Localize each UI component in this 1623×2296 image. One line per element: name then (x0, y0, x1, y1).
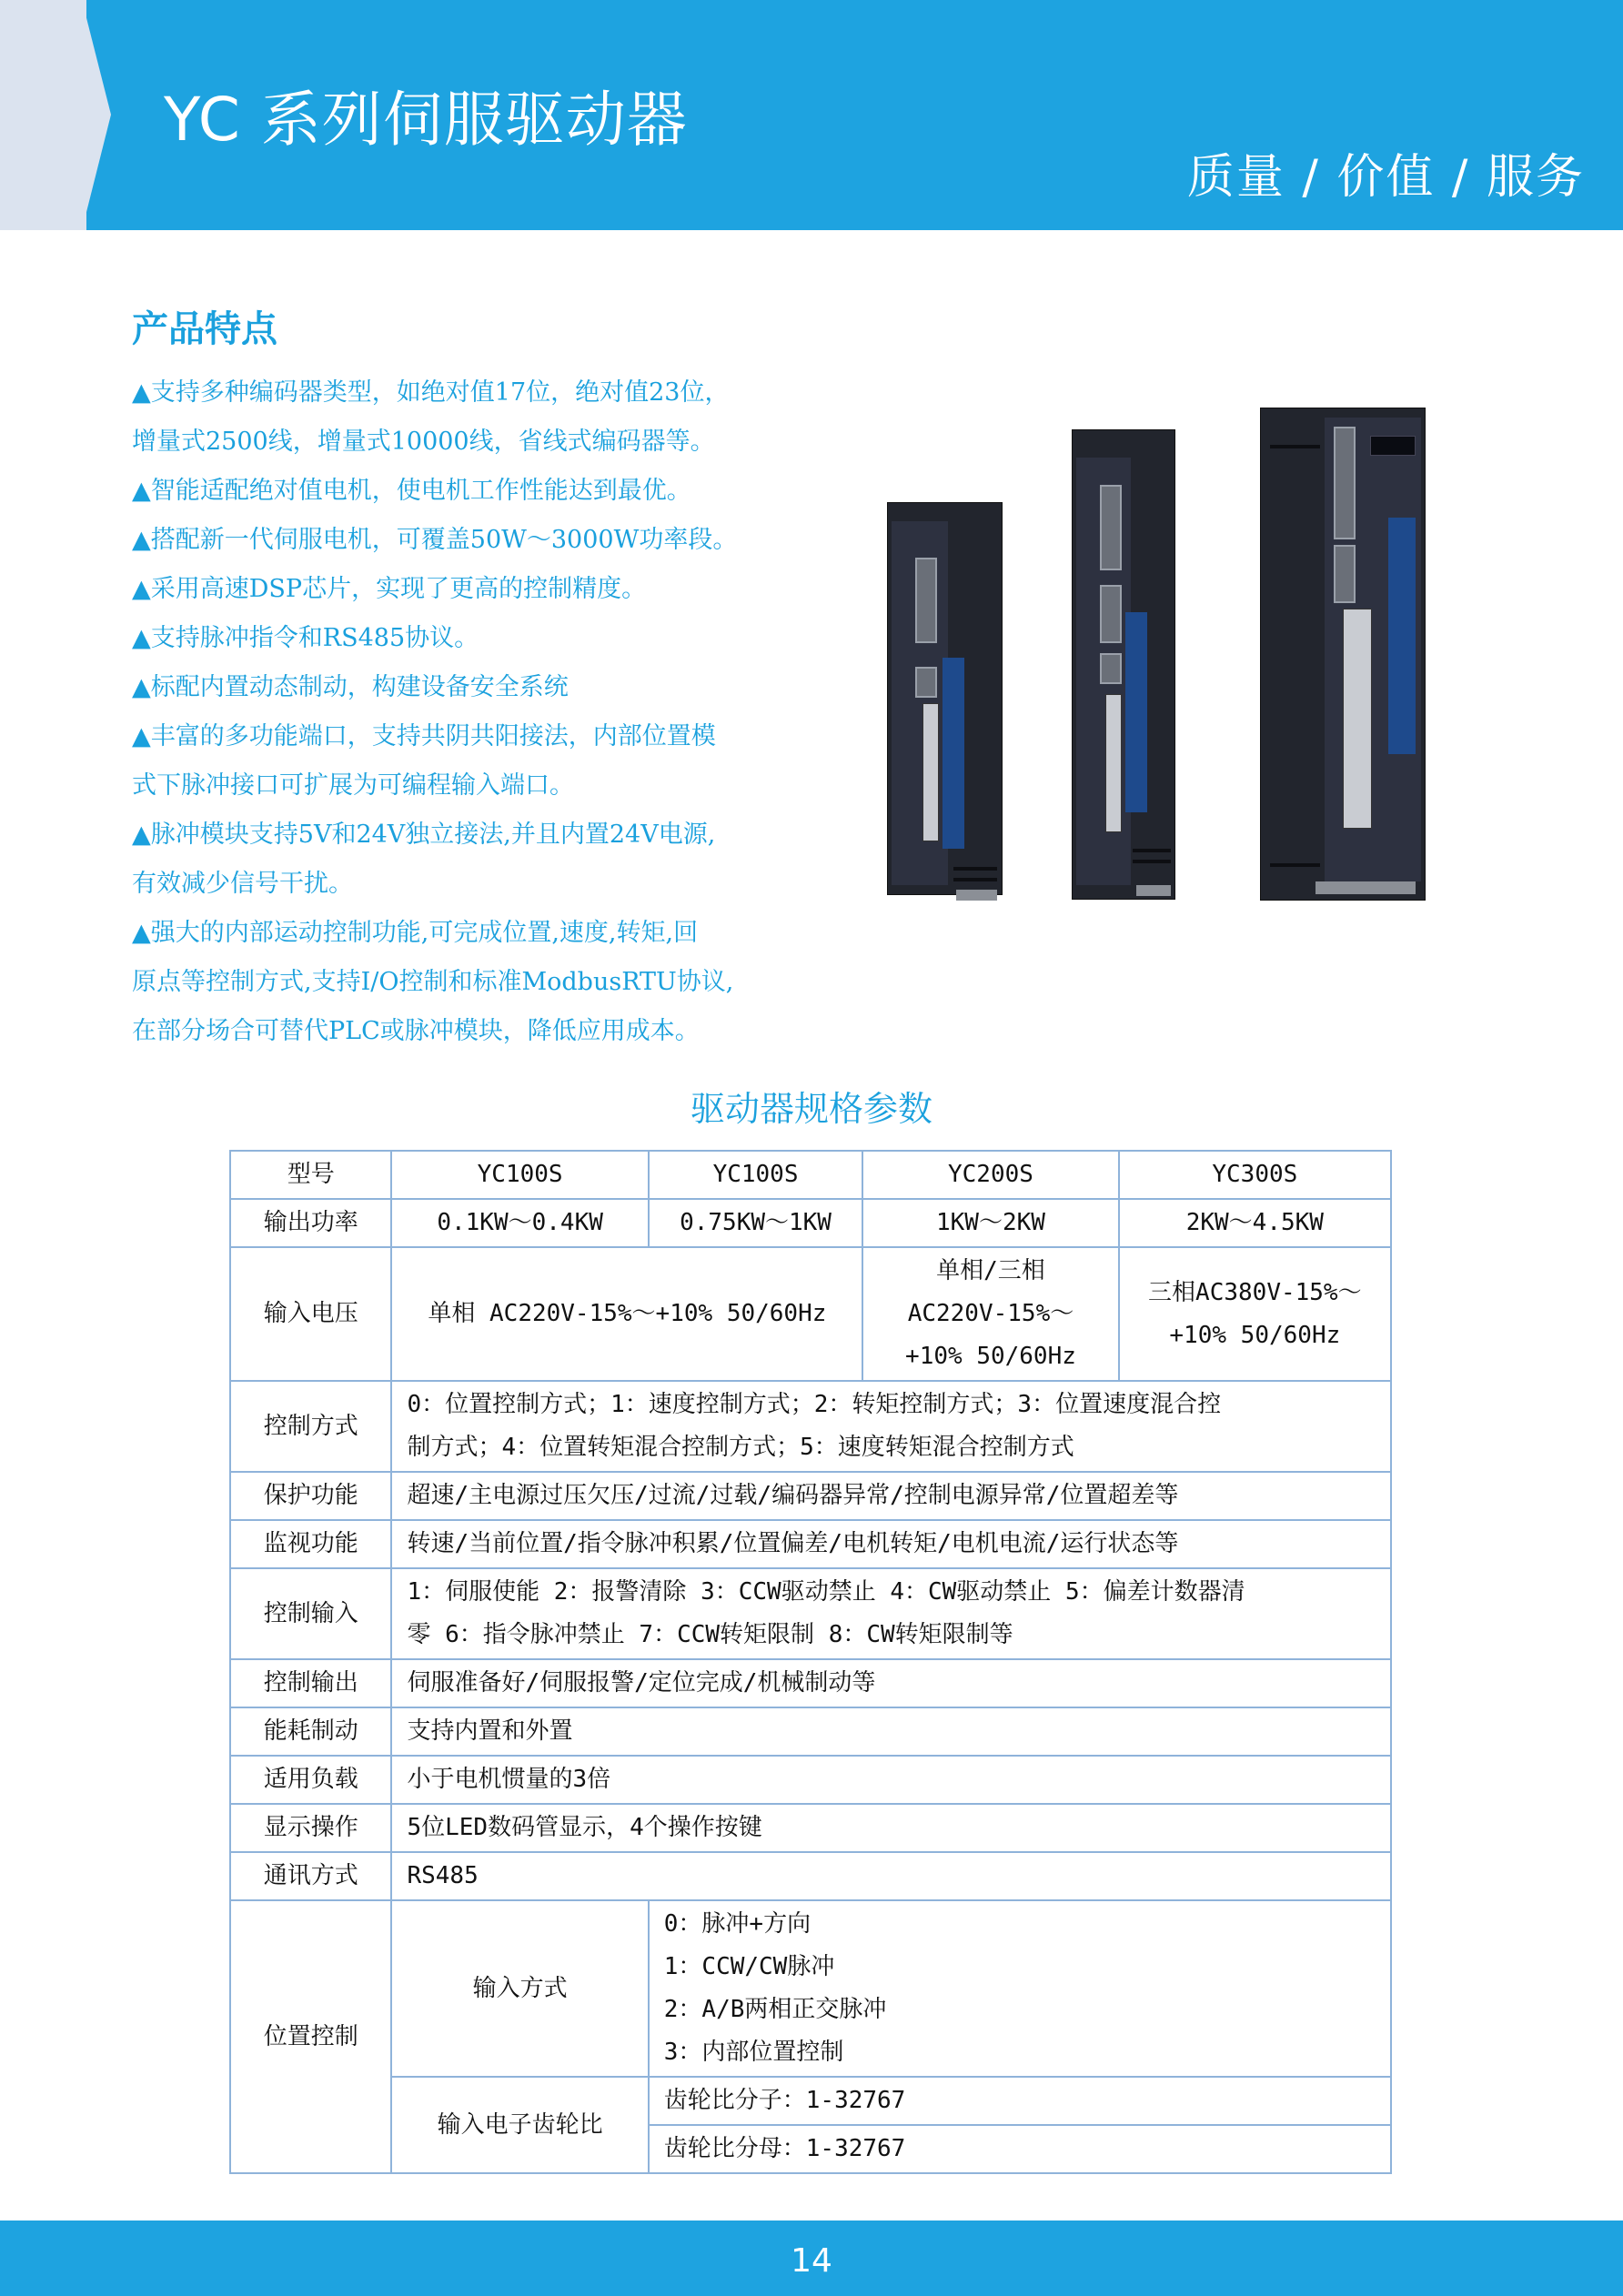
header-side-panel (0, 0, 86, 230)
table-cell: YC300S (1119, 1151, 1391, 1199)
table-cell: 控制输出 (230, 1659, 391, 1707)
table-cell: 位置控制 (230, 1900, 391, 2173)
table-cell: 输入方式 (391, 1900, 648, 2077)
table-cell: 0.75KW～1KW (649, 1199, 863, 1247)
servo-drive-small-image (887, 502, 1003, 895)
table-cell: 0.1KW～0.4KW (391, 1199, 648, 1247)
table-cell: 控制方式 (230, 1381, 391, 1472)
table-cell (1119, 1247, 1391, 1381)
table-cell (649, 1900, 1391, 2077)
table-cell (391, 1568, 1391, 1659)
table-row (230, 1472, 1391, 1520)
table-cell: 输入电压 (230, 1247, 391, 1381)
table-cell: 输出功率 (230, 1199, 391, 1247)
table-row (230, 1199, 1391, 1247)
feature-line: 有效减少信号干扰。 (132, 870, 353, 898)
feature-line: 原点等控制方式,支持I/O控制和标准ModbusRTU协议, (132, 968, 734, 996)
feature-line: ▲搭配新一代伺服电机，可覆盖50W～3000W功率段。 (132, 526, 738, 554)
cell-line: 1：伺服使能 2：报警清除 3：CCW驱动禁止 4：CW驱动禁止 5：偏差计数器清 (407, 1578, 1245, 1606)
table-cell: 2KW～4.5KW (1119, 1199, 1391, 1247)
table-cell (862, 1247, 1118, 1381)
table-row (230, 1659, 1391, 1707)
table-cell: 齿轮比分母：1-32767 (649, 2125, 1391, 2173)
table-row (230, 1804, 1391, 1852)
table-cell: 能耗制动 (230, 1707, 391, 1756)
table-row (230, 1247, 1391, 1381)
page-number: 14 (791, 2242, 832, 2280)
table-cell: 支持内置和外置 (391, 1707, 1391, 1756)
cell-line: AC220V-15%～ (907, 1300, 1074, 1327)
cell-line: 2：A/B两相正交脉冲 (663, 1996, 887, 2023)
table-cell: 显示操作 (230, 1804, 391, 1852)
cell-line: 3：内部位置控制 (663, 2039, 844, 2066)
feature-line: ▲智能适配绝对值电机，使电机工作性能达到最优。 (132, 477, 691, 505)
table-cell (391, 1381, 1391, 1472)
table-cell: 保护功能 (230, 1472, 391, 1520)
servo-drive-large-image (1260, 408, 1426, 901)
table-cell: 伺服准备好/伺服报警/定位完成/机械制动等 (391, 1659, 1391, 1707)
feature-line: ▲强大的内部运动控制功能,可完成位置,速度,转矩,回 (132, 919, 699, 947)
table-cell: 监视功能 (230, 1520, 391, 1568)
cell-line: 0：位置控制方式；1：速度控制方式；2：转矩控制方式；3：位置速度混合控 (407, 1391, 1222, 1418)
table-cell: YC200S (862, 1151, 1118, 1199)
table-row (230, 1151, 1391, 1199)
table-cell: 小于电机惯量的3倍 (391, 1756, 1391, 1804)
table-row (230, 1707, 1391, 1756)
page-title: YC 系列伺服驱动器 (164, 85, 688, 155)
cell-line: 0：脉冲+方向 (663, 1910, 812, 1938)
servo-drive-medium-image (1072, 429, 1175, 900)
cell-line: 三相AC380V-15%～ (1148, 1278, 1362, 1306)
cell-line: 零 6：指令脉冲禁止 7：CCW转矩限制 8：CW转矩限制等 (407, 1621, 1013, 1648)
features-title: 产品特点 (132, 307, 277, 350)
feature-line: ▲标配内置动态制动，构建设备安全系统 (132, 673, 569, 701)
table-cell: 型号 (230, 1151, 391, 1199)
feature-line: 在部分场合可替代PLC或脉冲模块，降低应用成本。 (132, 1017, 700, 1045)
table-cell: 通讯方式 (230, 1852, 391, 1900)
features-list (132, 368, 842, 1056)
table-row (230, 1756, 1391, 1804)
feature-line: ▲丰富的多功能端口，支持共阴共阳接法，内部位置模 (132, 722, 716, 750)
table-cell: 齿轮比分子：1-32767 (649, 2077, 1391, 2125)
slogan: 质量 / 价值 / 服务 (1186, 150, 1585, 205)
table-row (230, 1381, 1391, 1472)
table-row (230, 2077, 1391, 2125)
table-cell: YC100S (649, 1151, 863, 1199)
spec-table (229, 1150, 1392, 2174)
header-arrow-shape (82, 0, 111, 230)
table-row (230, 1520, 1391, 1568)
cell-line: 1：CCW/CW脉冲 (663, 1953, 835, 1980)
table-cell: YC100S (391, 1151, 648, 1199)
spec-title: 驱动器规格参数 (690, 1089, 932, 1129)
table-cell: 控制输入 (230, 1568, 391, 1659)
table-cell: 转速/当前位置/指令脉冲积累/位置偏差/电机转矩/电机电流/运行状态等 (391, 1520, 1391, 1568)
cell-line: 单相/三相 (936, 1257, 1045, 1284)
table-cell: 单相 AC220V-15%～+10% 50/60Hz (391, 1247, 862, 1381)
feature-line: ▲脉冲模块支持5V和24V独立接法,并且内置24V电源, (132, 821, 716, 849)
cell-line: 制方式；4：位置转矩混合控制方式；5：速度转矩混合控制方式 (407, 1434, 1074, 1461)
cell-line: +10% 50/60Hz (905, 1343, 1076, 1370)
table-cell: 1KW～2KW (862, 1199, 1118, 1247)
table-cell: 适用负载 (230, 1756, 391, 1804)
table-cell: 输入电子齿轮比 (391, 2077, 648, 2173)
table-cell: 5位LED数码管显示，4个操作按键 (391, 1804, 1391, 1852)
feature-line: ▲采用高速DSP芯片，实现了更高的控制精度。 (132, 575, 647, 603)
table-cell: 超速/主电源过压欠压/过流/过载/编码器异常/控制电源异常/位置超差等 (391, 1472, 1391, 1520)
table-row (230, 1852, 1391, 1900)
table-row (230, 1900, 1391, 2077)
feature-line: 式下脉冲接口可扩展为可编程输入端口。 (132, 771, 574, 800)
cell-line: +10% 50/60Hz (1169, 1321, 1341, 1349)
table-cell: RS485 (391, 1852, 1391, 1900)
feature-line: ▲支持脉冲指令和RS485协议。 (132, 624, 479, 652)
feature-line: 增量式2500线，增量式10000线，省线式编码器等。 (132, 428, 715, 456)
feature-line: ▲支持多种编码器类型，如绝对值17位，绝对值23位， (132, 378, 730, 407)
table-row (230, 1568, 1391, 1659)
